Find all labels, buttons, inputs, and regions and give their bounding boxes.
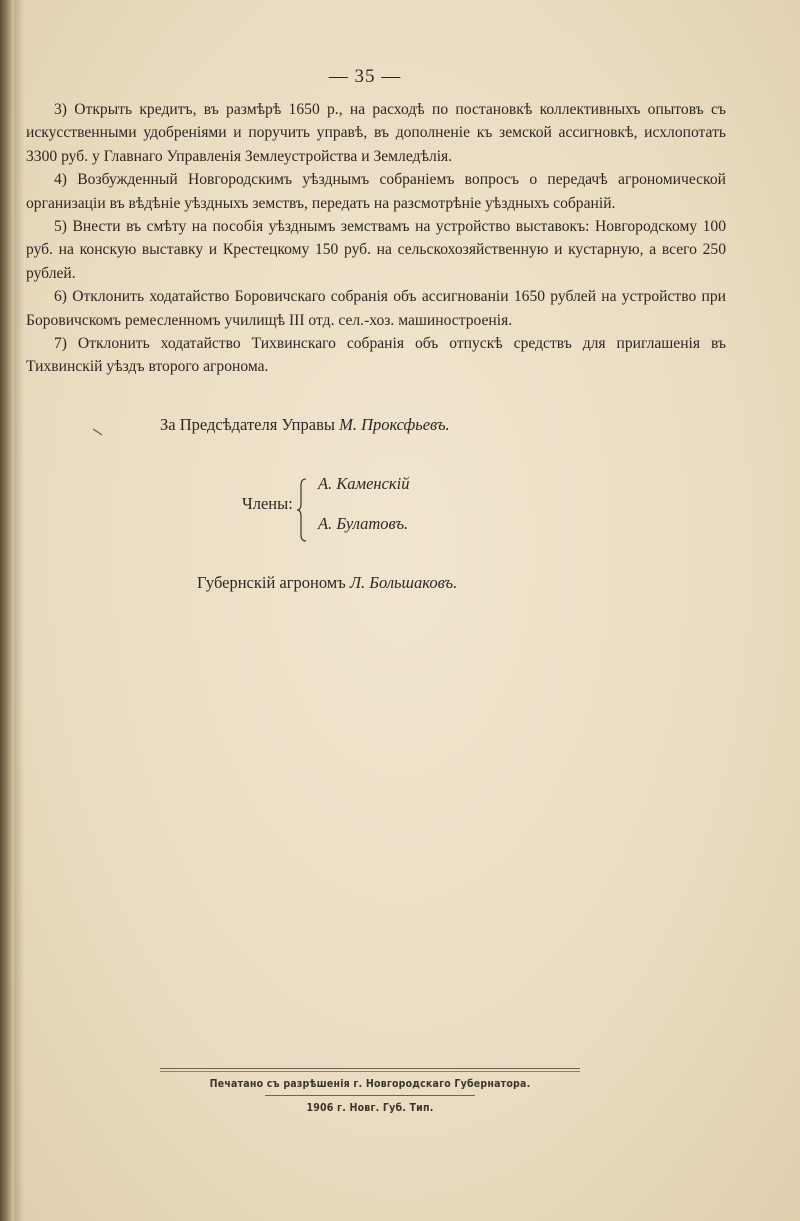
paragraph-6: 6) Отклонить ходатайство Боровичскаго собранія объ ассигнованіи 1650 рублей на устройство при Боровичскомъ ремесленномъ училищѣ III отд. сел.-хоз. машиностроенія.	[26, 288, 726, 329]
rule-thick	[160, 1068, 580, 1069]
paragraph-4: 4) Возбужденный Новгородскимъ уѣзднымъ собраніемъ вопросъ о передачѣ агрономической организаціи въ вѣдѣніе уѣздныхъ земствъ, передать на разсмотрѣніе уѣздныхъ собраній.	[26, 171, 726, 212]
imprint-divider	[265, 1095, 475, 1096]
member-2-name: А. Булатовъ.	[318, 514, 409, 533]
chair-signature	[160, 415, 450, 435]
rule-thin	[160, 1071, 580, 1072]
members-label: Члены:	[242, 494, 293, 513]
agronom-label: Губернскій агрономъ	[197, 573, 346, 592]
member-1-name: А. Каменскій	[318, 474, 410, 493]
agronom-signature	[197, 573, 457, 593]
chair-label: За Предсѣдателя Управы	[160, 415, 335, 434]
paragraph-7: 7) Отклонить ходатайство Тихвинскаго собранія объ отпускѣ средствъ для приглашенія въ Тихвинскій уѣздъ второго агронома.	[26, 335, 726, 376]
members-brace	[296, 477, 308, 543]
page-number: — 35 —	[328, 66, 402, 87]
resolution-text	[26, 98, 726, 379]
agronom-name: Л. Большаковъ.	[349, 573, 458, 592]
ink-speck	[92, 428, 104, 436]
spine-shadow	[14, 0, 24, 1221]
paragraph-5: 5) Внести въ смѣту на пособія уѣзднымъ земствамъ на устройство выставокъ: Новгородскому 100 руб. на конскую выставку и Крестецкому 150 руб. на сельскохозяйственную и кустарную, а всего 250 рублей.	[26, 218, 726, 282]
imprint-top-rules	[160, 1068, 580, 1074]
book-spine	[0, 0, 14, 1221]
paragraph-3: 3) Открыть кредитъ, въ размѣрѣ 1650 р., на расходѣ по постановкѣ коллективныхъ опытовъ съ искусственными удобреніями и поручить управѣ, въ дополненіе къ земской ассигновкѣ, исхлопотать 3300 руб. у Главнаго Управленія Землеустройства и Земледѣлія.	[26, 101, 726, 165]
imprint-printer: 1906 г. Новг. Губ. Тип.	[306, 1102, 434, 1114]
imprint-permission: Печатано съ разрѣшенія г. Новгородскаго Губернатора.	[209, 1078, 531, 1090]
chair-name: М. Проксфьевъ.	[339, 415, 450, 434]
